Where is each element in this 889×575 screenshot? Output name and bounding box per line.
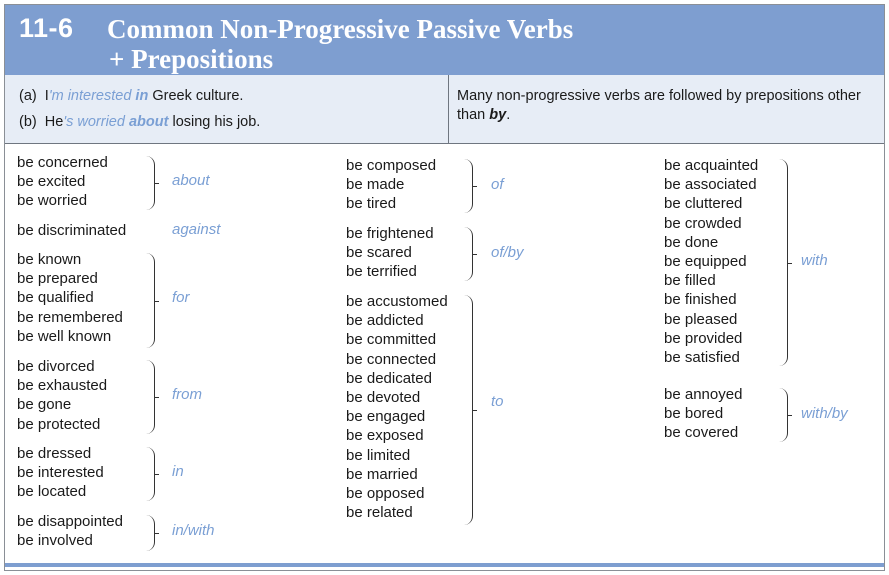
verb-item: be qualified <box>17 289 94 307</box>
bottom-bar <box>5 563 884 567</box>
note-text: Many non-progressive verbs are followed by prepositions other than <box>457 88 861 123</box>
example-b <box>19 114 260 130</box>
verb-group-in <box>17 444 104 502</box>
verb-item: be known <box>17 251 82 268</box>
verb-item: be filled <box>664 272 716 290</box>
verb-group-of-by <box>346 224 434 282</box>
verb-item: be disappointed <box>17 513 123 530</box>
preposition-in: in <box>172 463 184 480</box>
verb-item: be committed <box>346 331 437 349</box>
brace <box>464 227 473 281</box>
verb-group-from <box>17 357 107 434</box>
example-label: (b) <box>19 114 37 130</box>
example-verb: 'm interested <box>48 88 132 104</box>
verb-item: be opposed <box>346 485 425 503</box>
verb-item: be annoyed <box>664 386 743 403</box>
preposition-with-by: with/by <box>801 405 848 422</box>
verb-item: be prepared <box>17 270 98 288</box>
preposition-of-by: of/by <box>491 244 524 261</box>
verb-item: be involved <box>17 532 93 550</box>
example-rest: losing his job. <box>172 114 261 130</box>
title-line-1: Common Non-Progressive Passive Verbs <box>107 14 574 44</box>
verb-item: be gone <box>17 396 72 414</box>
verb-item: be exposed <box>346 427 424 445</box>
note-end: . <box>506 107 511 123</box>
verb-group-with-by <box>664 385 742 443</box>
examples-divider <box>448 75 449 144</box>
verb-item: be crowded <box>664 214 742 232</box>
verb-item: be pleased <box>664 310 738 328</box>
verb-item: be addicted <box>346 312 424 330</box>
verb-item: be well known <box>17 327 112 345</box>
verb-item: be done <box>664 233 719 251</box>
brace <box>464 159 473 213</box>
example-rest: Greek culture. <box>152 88 244 104</box>
verb-item: be scared <box>346 244 412 262</box>
verb-item: be equipped <box>664 253 747 271</box>
verb-item: be protected <box>17 415 101 433</box>
section-number: 11-6 <box>19 13 74 43</box>
verb-group-about <box>17 153 108 211</box>
verb-item: be connected <box>346 350 437 368</box>
preposition-from: from <box>172 386 202 403</box>
verb-item: be composed <box>346 157 437 174</box>
verb-item: be accustomed <box>346 293 448 310</box>
brace <box>146 360 155 434</box>
preposition-with: with <box>801 252 828 269</box>
verb-item: be tired <box>346 195 397 213</box>
verb-item: be exhausted <box>17 377 108 395</box>
verb-item: be concerned <box>17 154 108 171</box>
verb-item: be excited <box>17 173 86 191</box>
verb-item: be bored <box>664 405 724 423</box>
verb-group-of <box>346 156 436 214</box>
verb-item: be related <box>346 504 413 522</box>
header-banner <box>5 5 884 75</box>
preposition-of: of <box>491 176 504 193</box>
brace <box>146 253 155 348</box>
section-title <box>107 14 573 74</box>
preposition-against: against <box>172 221 221 238</box>
preposition-about: about <box>172 172 210 189</box>
verb-item: be terrified <box>346 263 417 281</box>
verb-item: be cluttered <box>664 195 743 213</box>
verb-item: be associated <box>664 176 757 194</box>
example-prep: about <box>128 114 169 130</box>
example-a <box>19 88 243 104</box>
verb-item: be discriminated <box>17 222 127 239</box>
verb-item: be engaged <box>346 408 426 426</box>
verb-item: be finished <box>664 291 737 309</box>
verb-item: be limited <box>346 446 411 464</box>
preposition-in-with: in/with <box>172 522 215 539</box>
verb-item: be covered <box>664 424 739 442</box>
brace <box>464 295 473 525</box>
verb-group-in-with <box>17 512 123 550</box>
verb-item: be worried <box>17 192 88 210</box>
verb-item: be satisfied <box>664 349 740 367</box>
verb-item: be remembered <box>17 308 123 326</box>
verb-item: be dedicated <box>346 369 432 387</box>
preposition-to: to <box>491 393 504 410</box>
example-subject: I <box>44 88 49 104</box>
brace <box>146 447 155 501</box>
brace <box>146 156 155 210</box>
verb-item: be provided <box>664 329 743 347</box>
verb-item: be made <box>346 176 405 194</box>
verb-item: be acquainted <box>664 157 759 174</box>
verb-group-with <box>664 156 758 367</box>
verb-group-against <box>17 221 126 240</box>
verb-item: be located <box>17 483 87 501</box>
verb-group-for <box>17 250 123 346</box>
example-verb: 's worried <box>63 114 125 130</box>
verb-item: be married <box>346 465 418 483</box>
verb-group-to <box>346 292 448 522</box>
brace <box>779 388 788 442</box>
examples-row <box>5 75 884 144</box>
example-subject: He <box>44 114 64 130</box>
title-line-2: + Prepositions <box>109 44 274 74</box>
preposition-for: for <box>172 289 190 306</box>
explanation-note <box>457 87 877 125</box>
verb-item: be devoted <box>346 389 421 407</box>
note-emphasis: by <box>489 107 507 123</box>
verb-item: be divorced <box>17 358 95 375</box>
example-prep: in <box>135 88 149 104</box>
brace <box>146 515 155 551</box>
verb-item: be frightened <box>346 225 434 242</box>
brace <box>779 159 788 366</box>
example-label: (a) <box>19 88 37 104</box>
verb-item: be interested <box>17 464 104 482</box>
verb-item: be dressed <box>17 445 92 462</box>
